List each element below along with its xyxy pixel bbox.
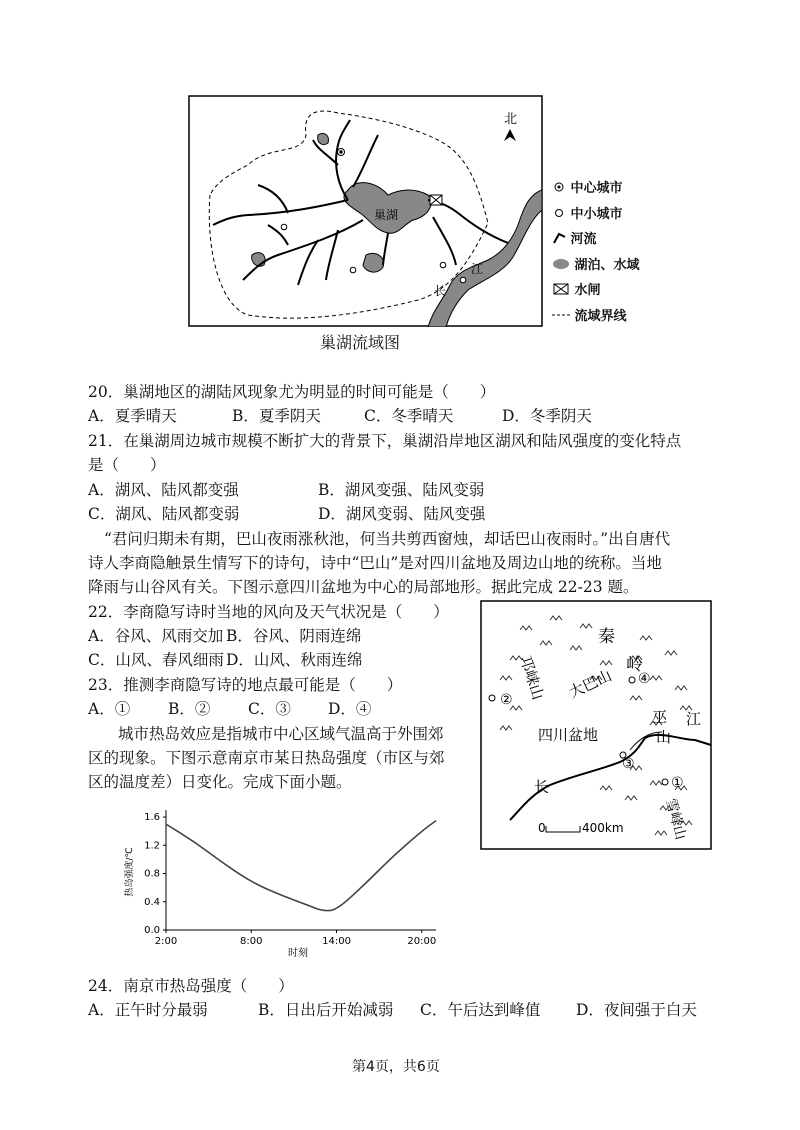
y-tick-label: 0.4 xyxy=(144,896,160,908)
q21-option-b[interactable]: B．湖风变强、陆风变弱 xyxy=(318,481,485,499)
point-2: ② xyxy=(500,692,513,708)
q24-option-c[interactable]: C．午后达到峰值 xyxy=(420,1001,541,1019)
small-city-icon xyxy=(552,206,566,220)
river-icon xyxy=(552,231,566,245)
page-footer: 第4页，共6页 xyxy=(352,1059,440,1075)
x-axis-label: 时刻 xyxy=(288,948,308,959)
legend-item-boundary: 流域界线 xyxy=(552,305,627,324)
y-tick-label: 0.0 xyxy=(144,925,160,936)
q21-option-c[interactable]: C．湖风、陆风都变弱 xyxy=(88,505,240,523)
svg-text:北: 北 xyxy=(504,112,518,127)
small-city-marker xyxy=(440,262,446,268)
y-tick-label: 1.2 xyxy=(144,840,160,852)
river-label-jiang: 江 xyxy=(471,262,484,276)
q23-option-d[interactable]: D．④ xyxy=(328,700,372,718)
small-lake xyxy=(363,253,384,272)
q22-option-b[interactable]: B．谷风、阴雨连绵 xyxy=(226,627,362,645)
q24-option-b[interactable]: B．日出后开始减弱 xyxy=(258,1001,394,1019)
x-tick-label: 8:00 xyxy=(240,936,263,947)
small-city-marker xyxy=(350,267,356,273)
chaohu-basin-map xyxy=(188,95,543,327)
x-tick-label: 2:00 xyxy=(154,936,178,947)
passage1-line2: 诗人李商隐触景生情写下的诗句，诗中“巴山”是对四川盆地及周边山地的统称。当地 xyxy=(88,554,662,572)
passage2-line3: 区的温度差）日变化。完成下面小题。 xyxy=(88,773,352,791)
point-1: ① xyxy=(671,775,684,791)
q21-option-d[interactable]: D．湖风变弱、陆风变强 xyxy=(318,505,486,523)
passage2-line2: 区的现象。下图示意南京市某日热岛强度（市区与郊 xyxy=(88,749,445,767)
label-basin: 四川盆地 xyxy=(538,726,599,744)
label-qin: 秦 xyxy=(598,627,615,647)
passage1-line1: “君问归期未有期，巴山夜雨涨秋池，何当共剪西窗烛，却话巴山夜雨时。”出自唐代 xyxy=(104,530,671,548)
label-wu: 巫 xyxy=(652,708,668,726)
point-4: ④ xyxy=(638,671,651,687)
q23-option-a[interactable]: A．① xyxy=(88,700,131,718)
x-tick-label: 14:00 xyxy=(322,936,351,947)
x-tick-label: 20:00 xyxy=(407,936,437,947)
q22-option-c[interactable]: C．山风、春风细雨 xyxy=(88,651,224,669)
sichuan-basin-map xyxy=(480,600,712,850)
label-chang: 长 xyxy=(534,778,550,796)
q24-option-d[interactable]: D．夜间强于白天 xyxy=(576,1001,697,1019)
label-jiang: 江 xyxy=(686,710,702,728)
q23-option-c[interactable]: C．③ xyxy=(248,700,291,718)
q20-option-b[interactable]: B．夏季阴天 xyxy=(232,407,321,425)
legend-item-river: 河流 xyxy=(552,228,597,247)
q20-option-c[interactable]: C．冬季晴天 xyxy=(364,407,454,425)
map1-caption: 巢湖流域图 xyxy=(320,333,401,352)
small-lake-2 xyxy=(318,133,329,144)
y-tick-label: 0.8 xyxy=(144,868,160,880)
question-24-stem: 24．南京市热岛强度（ ） xyxy=(88,977,294,995)
label-daba: 大巴山 xyxy=(566,666,615,702)
sluice-icon xyxy=(430,195,442,205)
boundary-icon xyxy=(552,308,570,322)
small-city-marker xyxy=(281,224,287,230)
y-axis-label: 热岛强度/℃ xyxy=(125,847,135,897)
svg-text:0: 0 xyxy=(538,821,546,835)
question-21-stem: 21．在巢湖周边城市规模不断扩大的背景下，巢湖沿岸地区湖风和陆风强度的变化特点 xyxy=(88,432,682,450)
label-xuefeng: 雪峰山 xyxy=(662,796,689,842)
legend-item-small-city: 中小城市 xyxy=(552,203,623,222)
legend-item-sluice: 水闸 xyxy=(552,279,601,298)
svg-text:400km: 400km xyxy=(582,821,624,835)
small-city-marker xyxy=(460,277,466,283)
label-wushan: 山 xyxy=(656,728,672,746)
lake-icon xyxy=(552,257,570,271)
heat-island-chart xyxy=(118,800,458,960)
question-22-stem: 22．李商隐写诗时当地的风向及天气状况是（ ） xyxy=(88,603,449,621)
q23-option-b[interactable]: B．② xyxy=(168,700,211,718)
question-23-stem: 23．推测李商隐写诗的地点最可能是（ ） xyxy=(88,676,403,694)
passage1-line3: 降雨与山谷风有关。下图示意四川盆地为中心的局部地形。据此完成 22-23 题。 xyxy=(88,578,639,596)
y-tick-label: 1.6 xyxy=(144,812,160,824)
q24-option-a[interactable]: A．正午时分最弱 xyxy=(88,1001,208,1019)
q20-option-d[interactable]: D．冬季阴天 xyxy=(502,407,592,425)
river-label-chang: 长 xyxy=(434,284,447,298)
series-line xyxy=(166,821,436,911)
point-3: ③ xyxy=(622,756,635,772)
question-21-stem-cont: 是（ ） xyxy=(88,456,166,474)
sluice-legend-icon xyxy=(552,282,570,296)
q22-option-a[interactable]: A．谷风、风雨交加 xyxy=(88,627,224,645)
label-ling: 岭 xyxy=(626,655,643,675)
q20-option-a[interactable]: A．夏季晴天 xyxy=(88,407,177,425)
lake-label: 巢湖 xyxy=(374,208,399,222)
passage2-line1: 城市热岛效应是指城市中心区域气温高于外围郊 xyxy=(118,725,444,743)
q22-option-d[interactable]: D．山风、秋雨连绵 xyxy=(226,651,363,669)
center-city-icon xyxy=(552,180,566,194)
question-20-stem: 20．巢湖地区的湖陆风现象尤为明显的时间可能是（ ） xyxy=(88,383,496,401)
q21-option-a[interactable]: A．湖风、陆风都变强 xyxy=(88,481,239,499)
legend-item-lake: 湖泊、水域 xyxy=(552,254,640,273)
label-qionglai: 邛崃山 xyxy=(516,653,548,703)
legend-item-center-city: 中心城市 xyxy=(552,177,623,196)
